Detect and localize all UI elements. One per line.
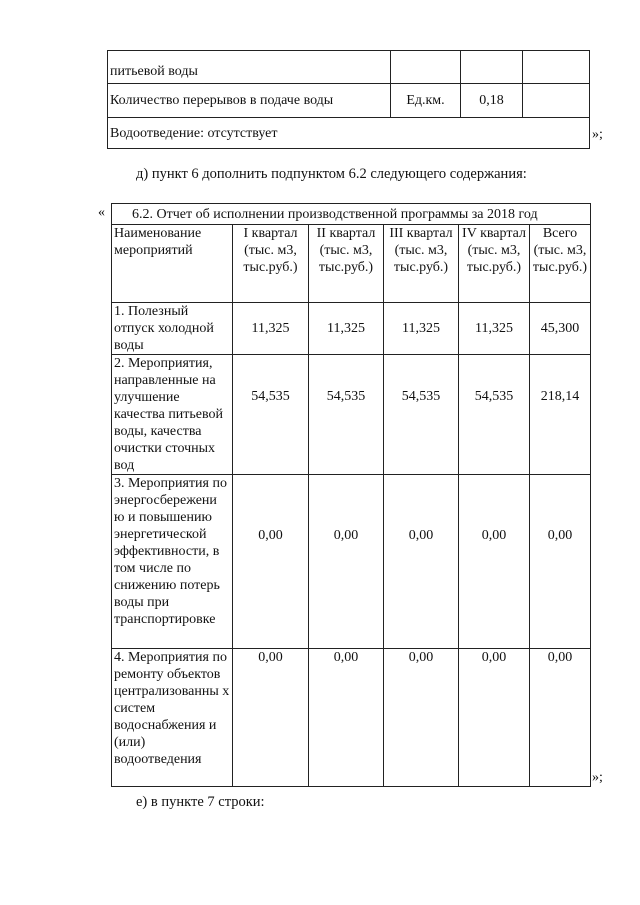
top-row1-cell [523, 51, 590, 84]
paragraph-e: е) в пункте 7 строки: [136, 794, 265, 810]
header-total: Всего (тыс. м3, тыс.руб.) [530, 225, 591, 303]
top-row2-label: Количество перерывов в подаче воды [108, 84, 391, 118]
row2-q2: 54,535 [309, 355, 384, 475]
top-row1-label: питьевой воды [108, 51, 391, 84]
row4-total: 0,00 [530, 649, 591, 787]
report-closing-mark: »; [592, 770, 603, 785]
top-row1-cell [391, 51, 461, 84]
paragraph-d: д) пункт 6 дополнить подпунктом 6.2 следующего содержания: [136, 166, 527, 182]
row3-name: 3. Мероприятия по энергосбережени ю и повышению энергетической эффективности, в том числе по снижению потерь воды при транспортировке [112, 475, 233, 649]
row2-q4: 54,535 [459, 355, 530, 475]
row3-q2: 0,00 [309, 475, 384, 649]
top-row2-cell [523, 84, 590, 118]
row1-q2: 11,325 [309, 303, 384, 355]
top-row2-value: 0,18 [461, 84, 523, 118]
row4-q1: 0,00 [233, 649, 309, 787]
header-q4: IV квартал (тыс. м3, тыс.руб.) [459, 225, 530, 303]
row3-q4: 0,00 [459, 475, 530, 649]
row3-total: 0,00 [530, 475, 591, 649]
row2-total: 218,14 [530, 355, 591, 475]
row3-q1: 0,00 [233, 475, 309, 649]
row4-q4: 0,00 [459, 649, 530, 787]
top-row2-unit: Ед.км. [391, 84, 461, 118]
top-table-closing-mark: »; [592, 127, 603, 142]
header-q2: II квартал (тыс. м3, тыс.руб.) [309, 225, 384, 303]
report-title: 6.2. Отчет об исполнении производственной программы за 2018 год [112, 204, 591, 225]
row1-total: 45,300 [530, 303, 591, 355]
header-name: Наименование мероприятий [112, 225, 233, 303]
row2-q3: 54,535 [384, 355, 459, 475]
top-table [107, 50, 590, 149]
report-table [111, 203, 591, 787]
header-q3: III квартал (тыс. м3, тыс.руб.) [384, 225, 459, 303]
row4-q3: 0,00 [384, 649, 459, 787]
top-row1-cell [461, 51, 523, 84]
row1-q4: 11,325 [459, 303, 530, 355]
row2-name: 2. Мероприятия, направленные на улучшение качества питьевой воды, качества очистки сточных вод [112, 355, 233, 475]
row1-q1: 11,325 [233, 303, 309, 355]
row1-name: 1. Полезный отпуск холодной воды [112, 303, 233, 355]
row1-q3: 11,325 [384, 303, 459, 355]
row2-q1: 54,535 [233, 355, 309, 475]
header-q1: I квартал (тыс. м3, тыс.руб.) [233, 225, 309, 303]
top-row3-label: Водоотведение: отсутствует [108, 118, 590, 149]
report-open-quote: « [98, 205, 105, 220]
row3-q3: 0,00 [384, 475, 459, 649]
row4-q2: 0,00 [309, 649, 384, 787]
row4-name: 4. Мероприятия по ремонту объектов централизованны х систем водоснабжения и (или) водоотведения [112, 649, 233, 787]
